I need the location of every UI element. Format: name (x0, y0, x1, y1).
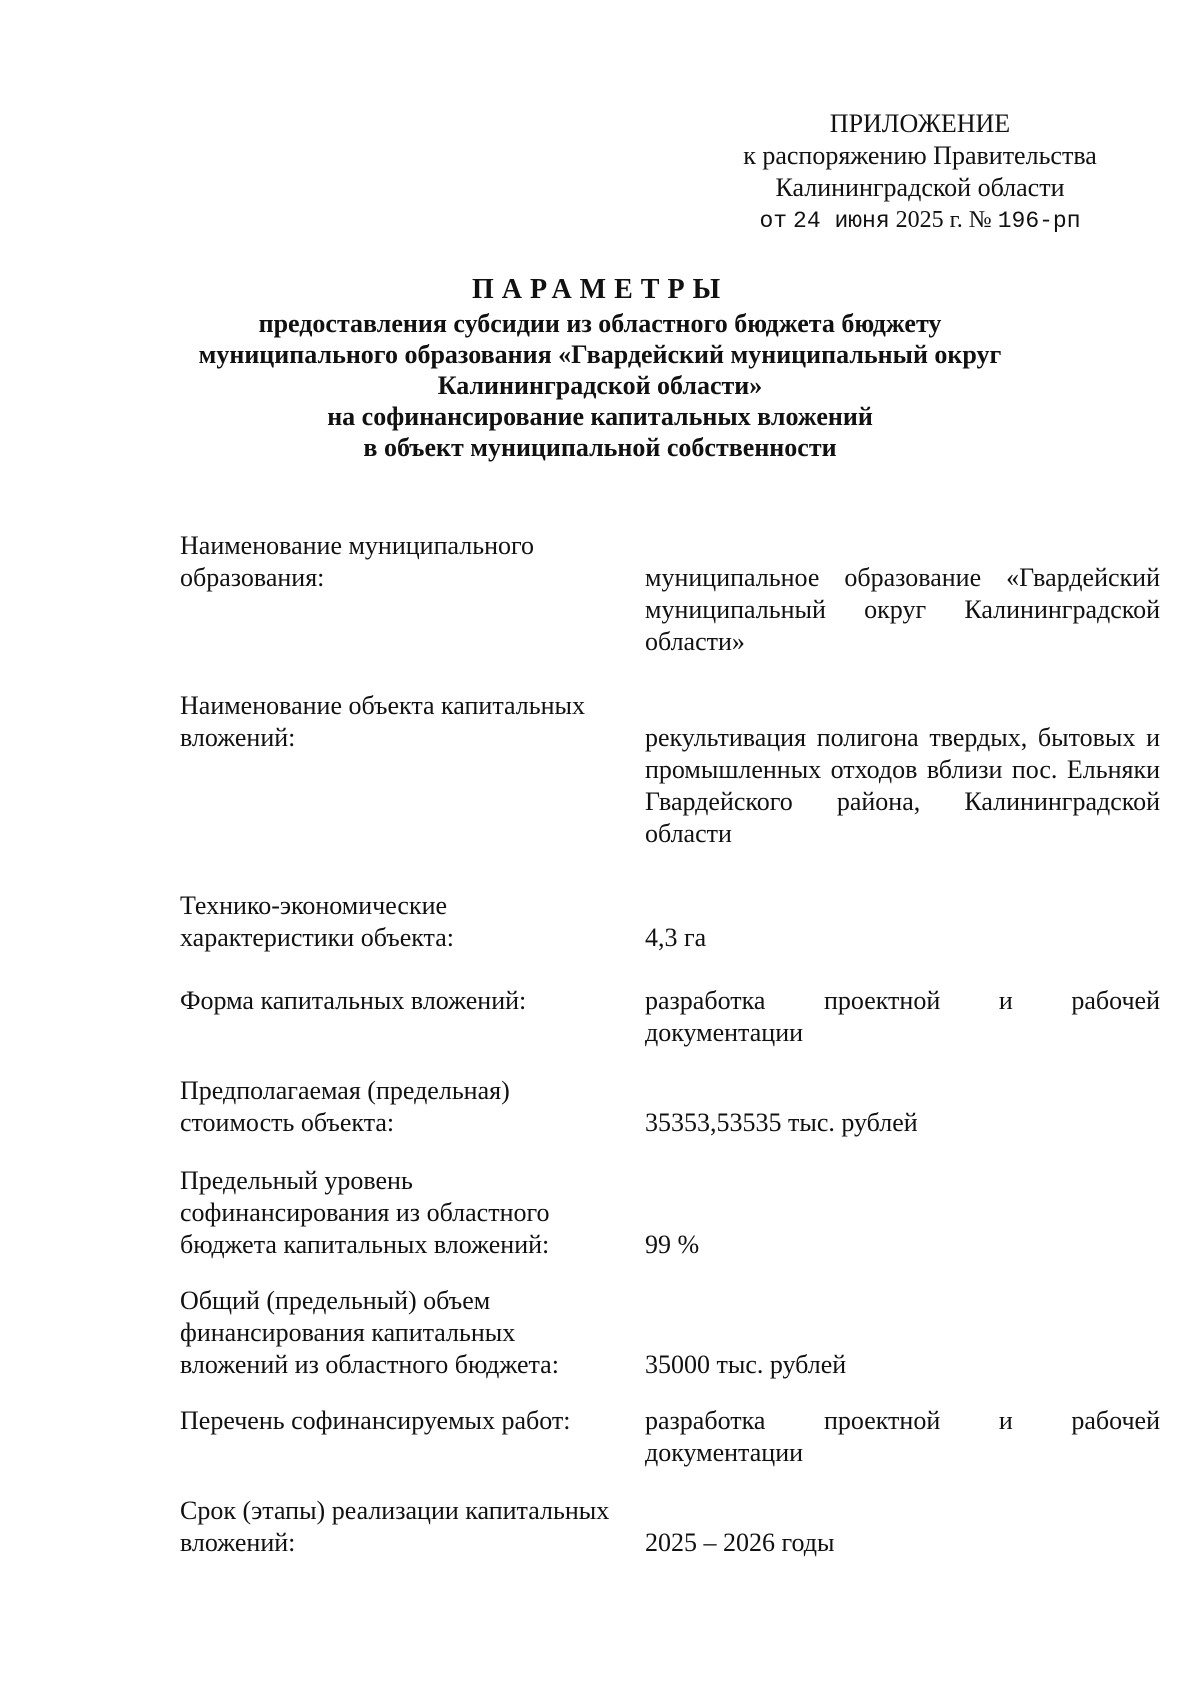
param-value: 2025 – 2026 годы (645, 1528, 835, 1557)
param-label (180, 890, 645, 954)
param-value: 35000 тыс. рублей (645, 1350, 847, 1379)
appendix-title: ПРИЛОЖЕНИЕ (829, 109, 1011, 138)
param-label-line: Предельный уровень (180, 1166, 413, 1195)
param-label-line: вложений: (180, 723, 296, 752)
param-label-line: стоимость объекта: (180, 1108, 395, 1137)
param-label-line: софинансирования из областного (180, 1198, 550, 1227)
param-value: 35353,53535 тыс. рублей (645, 1108, 918, 1137)
date-year: 2025 г. № (895, 207, 992, 233)
heading-line-3: Калининградской области» (437, 371, 763, 400)
param-value: 99 % (645, 1230, 700, 1259)
param-value: разработка проектной и рабочей документации (645, 1406, 1160, 1467)
param-label (180, 985, 645, 1017)
param-characteristics (180, 890, 1160, 960)
param-label-line: Срок (этапы) реализации капитальных (180, 1496, 610, 1525)
param-label-line: Предполагаемая (предельная) (180, 1076, 510, 1105)
appendix-line-1: к распоряжению Правительства (743, 141, 1097, 170)
heading-line-5: в объект муниципальной собственности (363, 433, 837, 462)
param-label-line: вложений из областного бюджета: (180, 1350, 559, 1379)
param-implementation-period (180, 1495, 1160, 1565)
param-label (180, 530, 645, 594)
param-value: разработка проектной и рабочей документации (645, 986, 1160, 1047)
param-label (180, 1165, 645, 1261)
param-label-line: Наименование объекта капитальных (180, 691, 585, 720)
param-label-line: Форма капитальных вложений: (180, 986, 527, 1015)
param-value: 4,3 га (645, 923, 707, 952)
param-cofinancing-level (180, 1165, 1160, 1265)
param-label-line: вложений: (180, 1528, 296, 1557)
param-label (180, 1285, 645, 1381)
heading-title: ПАРАМЕТРЫ (471, 274, 729, 305)
param-label-line: Общий (предельный) объем (180, 1286, 491, 1315)
param-works-list (180, 1405, 1160, 1475)
param-estimated-cost (180, 1075, 1160, 1145)
appendix-date-row (700, 204, 1140, 237)
document-number: 196-рп (997, 208, 1081, 234)
param-value: рекультивация полигона твердых, бытовых и промышленных отходов вблизи пос. Ельняки Гвардейского района, Калининградской области (645, 723, 1160, 848)
appendix-line-2: Калининградской области (775, 173, 1065, 202)
param-label-line: характеристики объекта: (180, 923, 455, 952)
param-label (180, 690, 645, 754)
param-label-line: Перечень софинансируемых работ: (180, 1406, 571, 1435)
date-prefix: от (759, 208, 788, 234)
param-total-financing (180, 1285, 1160, 1385)
param-label-line: Технико-экономические (180, 891, 448, 920)
param-object-name (180, 690, 1160, 890)
param-label (180, 1405, 645, 1437)
param-municipality (180, 530, 1160, 670)
heading-line-4: на софинансирование капитальных вложений (327, 402, 873, 431)
param-label (180, 1075, 645, 1139)
document-heading (100, 272, 1100, 463)
param-label-line: финансирования капитальных (180, 1318, 516, 1347)
param-label-line: бюджета капитальных вложений: (180, 1230, 550, 1259)
date-value: 24 июня (793, 208, 890, 234)
param-label-line: образования: (180, 563, 325, 592)
param-investment-form (180, 985, 1160, 1055)
heading-line-2: муниципального образования «Гвардейский муниципальный округ (198, 340, 1002, 369)
appendix-header (700, 108, 1140, 237)
param-label-line: Наименование муниципального (180, 531, 535, 560)
param-value: муниципальное образование «Гвардейский муниципальный округ Калининградской области» (645, 563, 1160, 656)
param-label (180, 1495, 645, 1559)
heading-line-1: предоставления субсидии из областного бюджета бюджету (258, 309, 942, 338)
